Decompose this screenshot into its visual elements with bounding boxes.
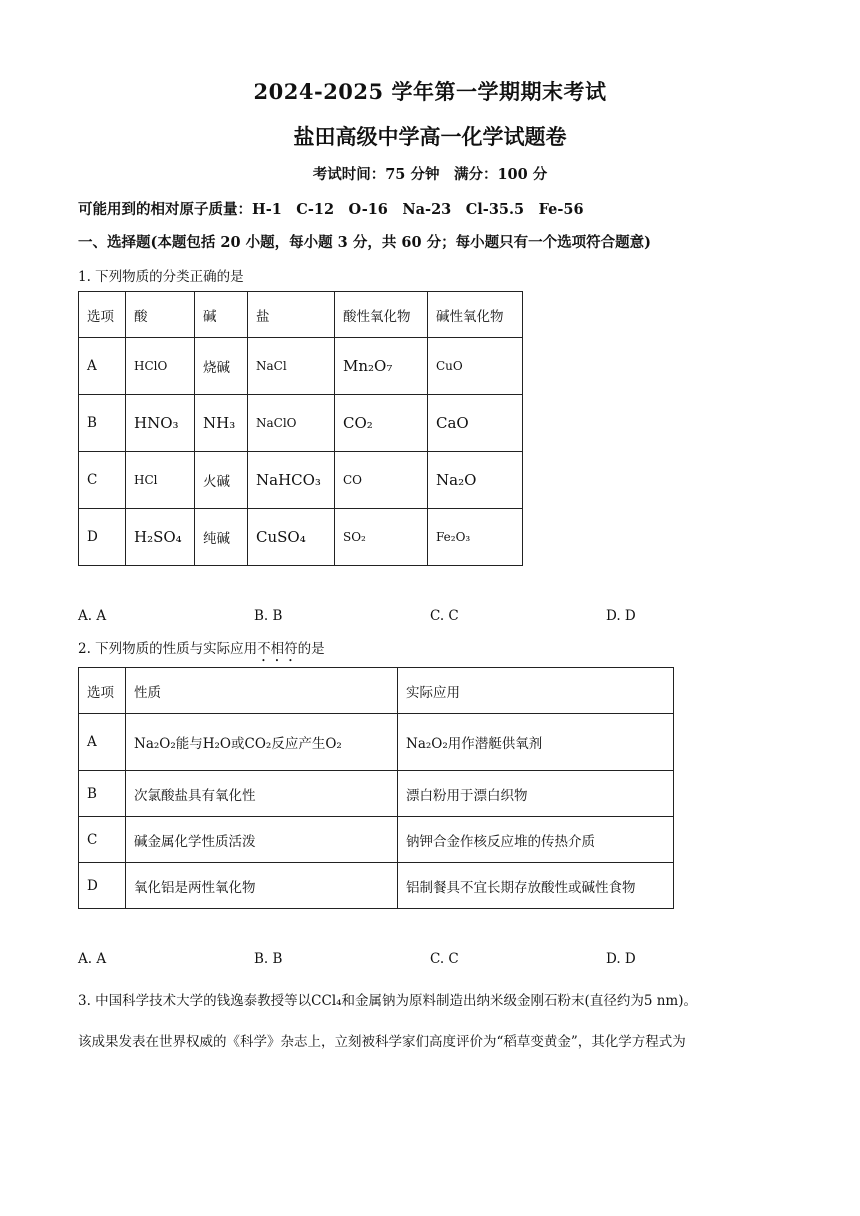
table-cell: 性质: [126, 668, 398, 714]
table-cell: 酸性氧化物: [335, 292, 428, 338]
table-row: [79, 395, 523, 452]
table-cell: Fe₂O₃: [428, 509, 523, 566]
table-cell: B: [79, 395, 126, 452]
table-cell: D: [79, 509, 126, 566]
table-row: [79, 714, 674, 771]
table-cell: 选项: [79, 668, 126, 714]
question-1-table: [78, 291, 523, 566]
option-a: A. A: [78, 608, 107, 624]
table-cell: NH₃: [195, 395, 248, 452]
question-3-line-1: 3. 中国科学技术大学的钱逸泰教授等以CCl₄和金属钠为原料制造出纳米级金刚石粉末(直径约为5 nm)。: [78, 993, 697, 1009]
table-cell: 漂白粉用于漂白织物: [398, 771, 674, 817]
table-row: [79, 509, 523, 566]
table-cell: 碱: [195, 292, 248, 338]
table-cell: HCl: [126, 452, 195, 509]
question-3-line-2: 该成果发表在世界权威的《科学》杂志上，立刻被科学家们高度评价为“稻草变黄金”，其化学方程式为: [78, 1034, 686, 1050]
table-cell: H₂SO₄: [126, 509, 195, 566]
table-cell: A: [79, 714, 126, 771]
table-row: [79, 863, 674, 909]
atomic-masses: 可能用到的相对原子质量：H-1 C-12 O-16 Na-23 Cl-35.5 Fe-56: [78, 201, 584, 218]
question-2-table: [78, 667, 674, 909]
table-cell: Na₂O: [428, 452, 523, 509]
table-cell: Na₂O₂用作潜艇供氧剂: [398, 714, 674, 771]
table-header-row: [79, 292, 523, 338]
table-cell: 氧化铝是两性氧化物: [126, 863, 398, 909]
table-cell: 盐: [248, 292, 335, 338]
exam-info: 考试时间：75 分钟 满分：100 分: [312, 166, 548, 183]
table-cell: NaClO: [248, 395, 335, 452]
table-cell: HNO₃: [126, 395, 195, 452]
option-a: A. A: [78, 951, 107, 967]
exam-title: 2024-2025 学年第一学期期末考试: [253, 79, 607, 104]
question-2-stem: [78, 637, 325, 665]
table-cell: 酸: [126, 292, 195, 338]
option-d: D. D: [606, 608, 636, 624]
table-cell: NaCl: [248, 338, 335, 395]
table-cell: B: [79, 771, 126, 817]
stem-suffix: 的是: [297, 641, 325, 657]
section-heading: 一、选择题(本题包括 20 小题，每小题 3 分，共 60 分；每小题只有一个选项符合题意): [78, 234, 651, 251]
table-cell: SO₂: [335, 509, 428, 566]
table-cell: 碱性氧化物: [428, 292, 523, 338]
table-cell: C: [79, 817, 126, 863]
table-cell: Na₂O₂能与H₂O或CO₂反应产生O₂: [126, 714, 398, 771]
table-header-row: [79, 668, 674, 714]
table-cell: 烧碱: [195, 338, 248, 395]
table-cell: 碱金属化学性质活泼: [126, 817, 398, 863]
exam-subtitle: 盐田高级中学高一化学试题卷: [293, 124, 567, 149]
table-cell: 钠钾合金作核反应堆的传热介质: [398, 817, 674, 863]
table-cell: CO₂: [335, 395, 428, 452]
table-cell: 次氯酸盐具有氧化性: [126, 771, 398, 817]
table-row: [79, 817, 674, 863]
table-row: [79, 338, 523, 395]
table-cell: Mn₂O₇: [335, 338, 428, 395]
table-row: [79, 771, 674, 817]
table-cell: 纯碱: [195, 509, 248, 566]
option-d: D. D: [606, 951, 636, 967]
table-cell: 铝制餐具不宜长期存放酸性或碱性食物: [398, 863, 674, 909]
table-cell: CaO: [428, 395, 523, 452]
stem-prefix: 2. 下列物质的性质与实际应用: [78, 641, 258, 657]
option-b: B. B: [254, 608, 283, 624]
stem-emphasis: 不相符: [257, 641, 298, 657]
table-cell: C: [79, 452, 126, 509]
table-cell: 实际应用: [398, 668, 674, 714]
table-cell: HClO: [126, 338, 195, 395]
table-cell: CO: [335, 452, 428, 509]
table-row: [79, 452, 523, 509]
table-cell: A: [79, 338, 126, 395]
option-c: C. C: [430, 608, 459, 624]
question-1-stem: 1. 下列物质的分类正确的是: [78, 269, 244, 285]
table-cell: CuO: [428, 338, 523, 395]
table-cell: D: [79, 863, 126, 909]
option-b: B. B: [254, 951, 283, 967]
table-cell: NaHCO₃: [248, 452, 335, 509]
table-cell: 火碱: [195, 452, 248, 509]
table-cell: CuSO₄: [248, 509, 335, 566]
option-c: C. C: [430, 951, 459, 967]
table-cell: 选项: [79, 292, 126, 338]
